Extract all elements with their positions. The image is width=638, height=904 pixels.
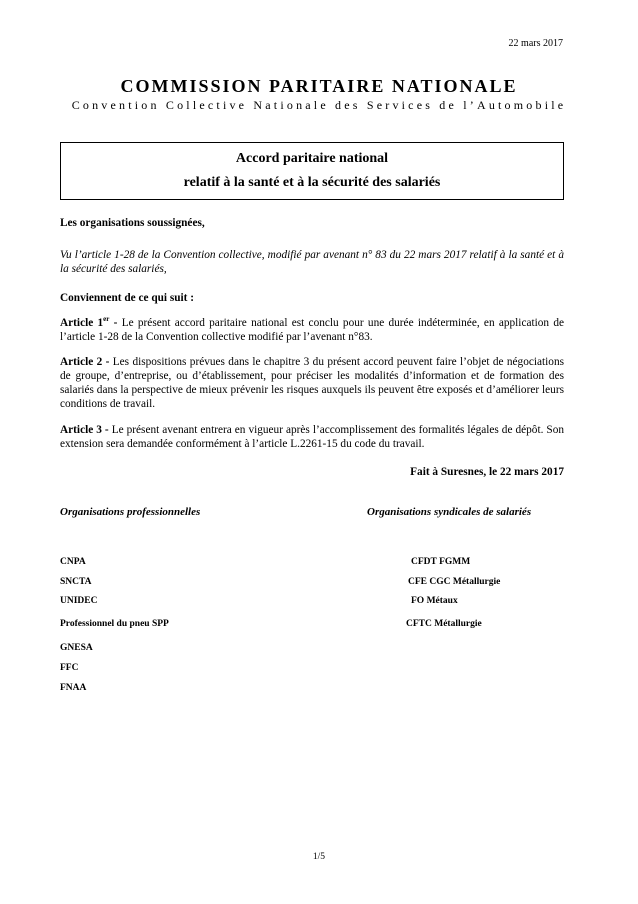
article-3-label: Article 3 - — [60, 424, 112, 436]
org-left-cnpa: CNPA — [60, 557, 86, 567]
article-1 — [60, 316, 564, 344]
agreement-title-line1: Accord paritaire national — [235, 151, 389, 166]
org-left-sncta: SNCTA — [60, 577, 92, 587]
org-left-ffc: FFC — [60, 663, 79, 673]
vu-paragraph: Vu l’article 1-28 de la Convention collective, modifié par avenant n° 83 du 22 mars 2017 relatif à la santé et à la sécurité des salariés, — [60, 249, 564, 275]
org-right-cftc: CFTC Métallurgie — [406, 619, 482, 629]
article-2-label: Article 2 - — [60, 356, 113, 368]
signatures-left-title: Organisations professionnelles — [60, 506, 201, 518]
article-1-text: Le présent accord paritaire national est conclu pour une durée indéterminée, en application de l’article 1-28 de la Convention collective modifié par l’avenant n°83. — [60, 317, 564, 343]
conviennent-line: Conviennent de ce qui suit : — [60, 292, 195, 304]
org-left-spp: Professionnel du pneu SPP — [60, 619, 169, 629]
signatures-right-title: Organisations syndicales de salariés — [367, 506, 532, 518]
org-right-fo: FO Métaux — [411, 596, 458, 606]
agreement-title-line2: relatif à la santé et à la sécurité des salariés — [183, 175, 441, 190]
intro-line: Les organisations soussignées, — [60, 217, 205, 229]
org-left-gnesa: GNESA — [60, 643, 93, 653]
org-right-cfdt: CFDT FGMM — [411, 557, 471, 567]
document-date: 22 mars 2017 — [508, 38, 563, 49]
article-2 — [60, 355, 564, 411]
article-1-sup: er — [103, 315, 110, 324]
article-1-label: Article 1 — [60, 317, 104, 329]
page-number: 1/5 — [312, 852, 326, 862]
article-1-dash: - — [109, 317, 122, 329]
agreement-title-box — [60, 142, 564, 200]
article-2-text: Les dispositions prévues dans le chapitre 3 du présent accord peuvent faire l’objet de négociations de groupe, d’entreprise, ou d’établissement, pour préciser les modalités d’information et de formation des salariés dans la perspective de mieux prévenir les risques auxquels ils peuvent être exposés et d’améliorer leurs conditions de travail. — [60, 356, 564, 410]
fait-a-line: Fait à Suresnes, le 22 mars 2017 — [410, 466, 564, 478]
document-subtitle: Convention Collective Nationale des Services de l’Automobile — [71, 98, 567, 112]
article-3-text: Le présent avenant entrera en vigueur après l’accomplissement des formalités légales de dépôt. Son extension sera demandée conformément à l’article L.2261-15 du code du travail. — [60, 424, 565, 450]
article-3 — [60, 423, 564, 451]
org-right-cfe-cgc: CFE CGC Métallurgie — [408, 577, 501, 587]
org-left-unidec: UNIDEC — [60, 596, 98, 606]
org-left-fnaa: FNAA — [60, 683, 87, 693]
document-title: COMMISSION PARITAIRE NATIONALE — [120, 76, 518, 96]
